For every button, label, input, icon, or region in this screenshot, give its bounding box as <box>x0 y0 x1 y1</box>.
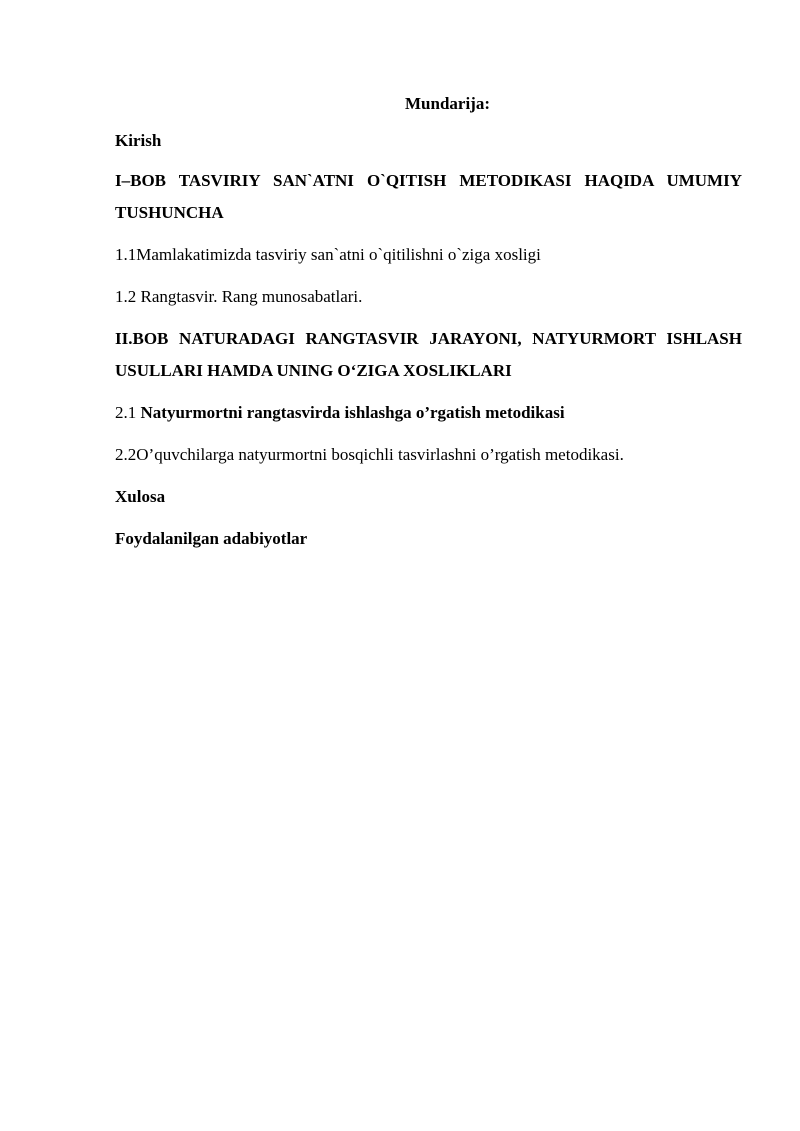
toc-item-chapter-1: I–BOB TASVIRIY SAN`ATNI O`QITISH METODIKASI HAQIDA UMUMIY TUSHUNCHA <box>115 171 742 222</box>
table-of-contents <box>115 92 742 555</box>
toc-item-section-2-2 <box>115 439 742 471</box>
section-number: 2.2 <box>115 445 137 464</box>
toc-item-references: Foydalanilgan adabiyotlar <box>115 529 308 548</box>
toc-item-chapter-2: II.BOB NATURADAGI RANGTASVIR JARAYONI, NATYURMORT ISHLASH USULLARI HAMDA UNING O‘ZIGA XOSLIKLARI <box>115 329 742 380</box>
section-title: Mamlakatimizda tasviriy san`atni o`qitilishni o`ziga xosligi <box>136 245 541 264</box>
section-number: 2.1 <box>115 403 137 422</box>
toc-item-section-2-1 <box>115 397 742 429</box>
toc-item-introduction: Kirish <box>115 131 162 150</box>
section-title: Natyurmortni rangtasvirda ishlashga o’rgatish metodikasi <box>140 403 565 422</box>
toc-item-conclusion: Xulosa <box>115 487 166 506</box>
section-number: 1.1 <box>115 245 137 264</box>
toc-title: Mundarija: <box>405 94 490 113</box>
toc-item-section-1-2 <box>115 281 742 313</box>
toc-item-section-1-1 <box>115 239 742 271</box>
section-title: Rangtasvir. Rang munosabatlari. <box>140 287 363 306</box>
section-title: O’quvchilarga natyurmortni bosqichli tasvirlashni o’rgatish metodikasi. <box>136 445 624 464</box>
section-number: 1.2 <box>115 287 137 306</box>
